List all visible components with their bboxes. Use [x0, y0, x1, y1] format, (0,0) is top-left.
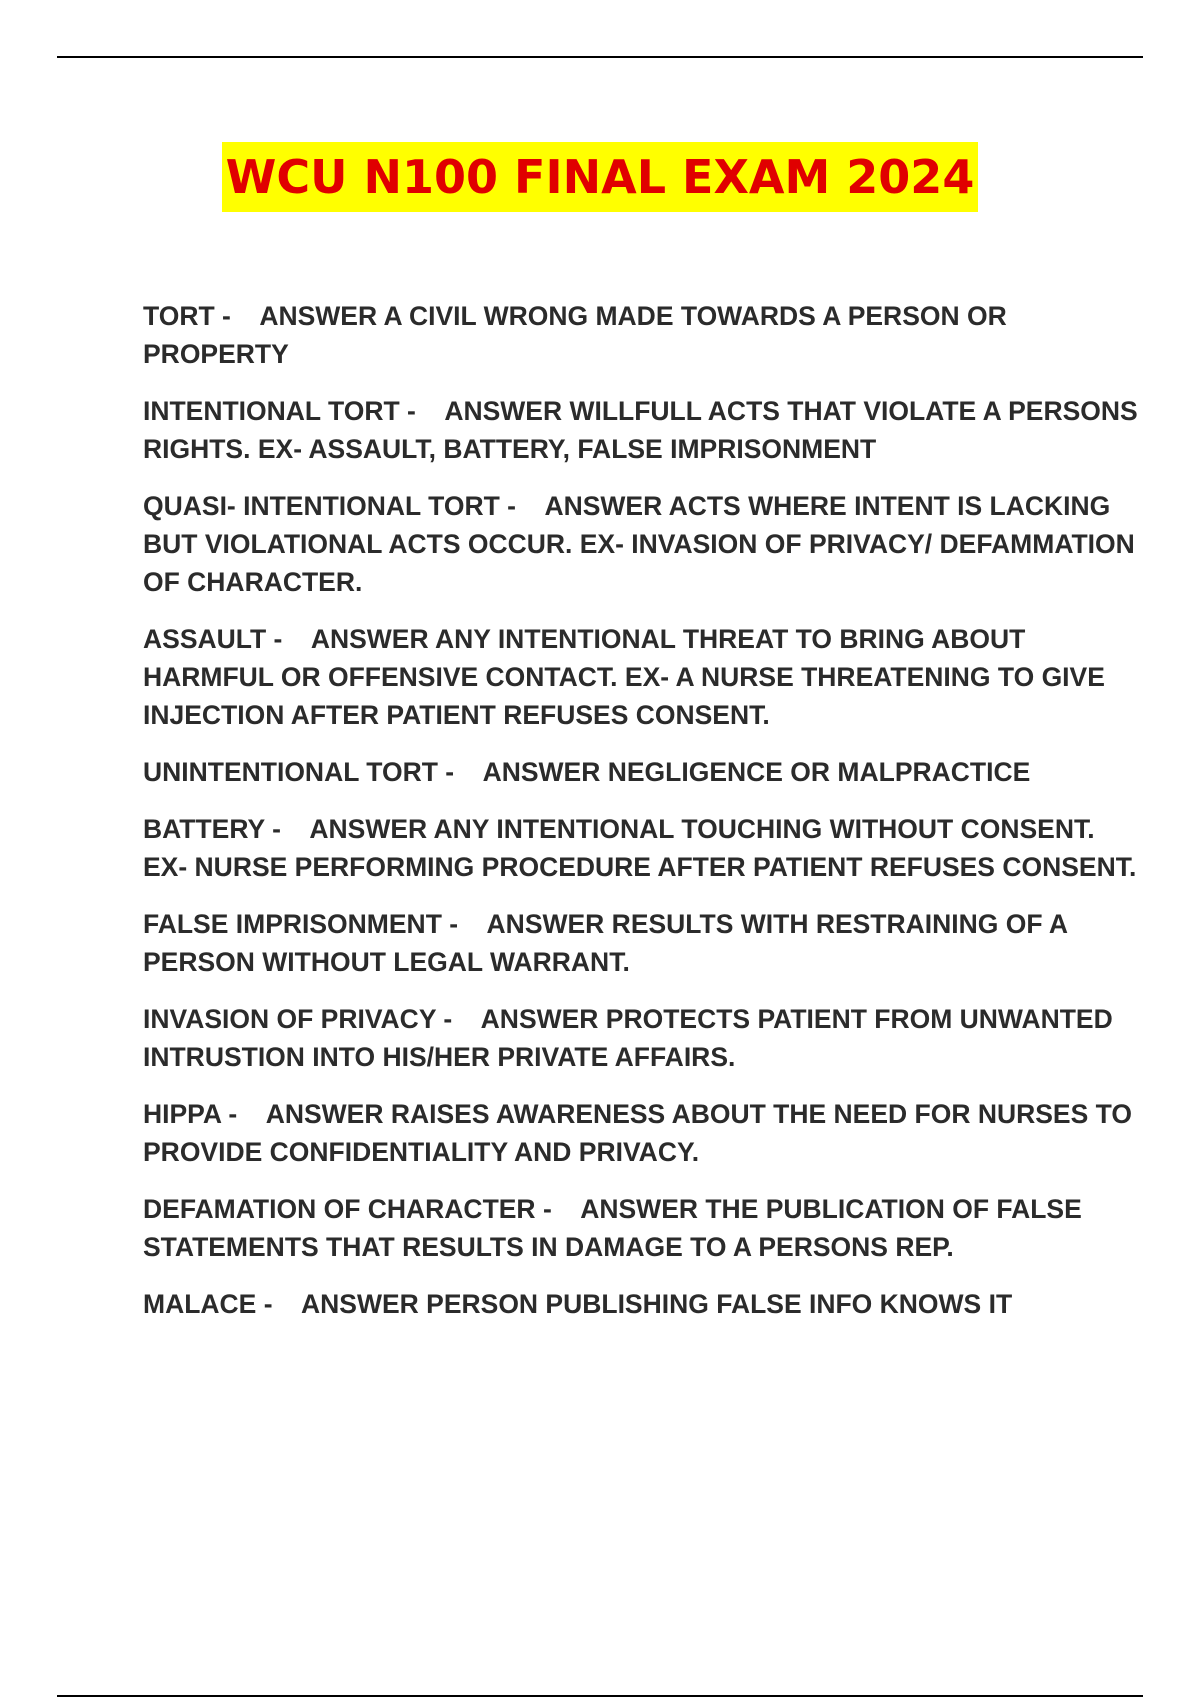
qa-item	[143, 1285, 1143, 1323]
qa-answer: ANSWER THE PUBLICATION OF FALSE STATEMENTS THAT RESULTS IN DAMAGE TO A PERSONS REP.	[143, 1194, 1082, 1262]
qa-answer: ANSWER WILLFULL ACTS THAT VIOLATE A PERSONS RIGHTS. EX- ASSAULT, BATTERY, FALSE IMPRISONMENT	[143, 396, 1138, 464]
qa-item	[143, 392, 1143, 468]
qa-answer: ANSWER ANY INTENTIONAL THREAT TO BRING ABOUT HARMFUL OR OFFENSIVE CONTACT. EX- A NURSE THREATENING TO GIVE INJECTION AFTER PATIENT REFUSES CONSENT.	[143, 624, 1105, 730]
qa-term: DEFAMATION OF CHARACTER	[143, 1194, 536, 1224]
qa-separator: -	[264, 814, 310, 844]
qa-item	[143, 297, 1143, 373]
qa-item	[143, 753, 1143, 791]
qa-answer: ANSWER ANY INTENTIONAL TOUCHING WITHOUT CONSENT. EX- NURSE PERFORMING PROCEDURE AFTER PATIENT REFUSES CONSENT.	[143, 814, 1137, 882]
bottom-rule	[57, 1695, 1143, 1697]
qa-item	[143, 620, 1143, 734]
qa-separator: -	[266, 624, 311, 654]
qa-answer: ANSWER PROTECTS PATIENT FROM UNWANTED INTRUSTION INTO HIS/HER PRIVATE AFFAIRS.	[143, 1004, 1113, 1072]
qa-list	[143, 297, 1143, 1342]
qa-answer: ANSWER NEGLIGENCE OR MALPRACTICE	[482, 757, 1031, 787]
qa-term: QUASI- INTENTIONAL TORT	[143, 491, 500, 521]
qa-separator: -	[535, 1194, 581, 1224]
qa-term: INVASION OF PRIVACY	[143, 1004, 437, 1034]
page-title: WCU N100 FINAL EXAM 2024	[222, 142, 979, 212]
qa-item	[143, 487, 1143, 601]
qa-separator: -	[436, 1004, 481, 1034]
qa-term: ASSAULT	[143, 624, 267, 654]
qa-item	[143, 810, 1143, 886]
qa-term: TORT	[143, 301, 215, 331]
qa-item	[143, 905, 1143, 981]
qa-term: UNINTENTIONAL TORT	[143, 757, 438, 787]
qa-separator: -	[437, 757, 483, 787]
qa-answer: ANSWER A CIVIL WRONG MADE TOWARDS A PERSON OR PROPERTY	[143, 301, 1007, 369]
qa-term: INTENTIONAL TORT	[143, 396, 400, 426]
qa-separator: -	[256, 1289, 302, 1319]
qa-separator: -	[221, 1099, 266, 1129]
qa-term: HIPPA	[143, 1099, 222, 1129]
qa-answer: ANSWER PERSON PUBLISHING FALSE INFO KNOWS IT	[301, 1289, 1013, 1319]
qa-separator: -	[399, 396, 445, 426]
qa-term: MALACE	[143, 1289, 257, 1319]
qa-answer: ANSWER RAISES AWARENESS ABOUT THE NEED FOR NURSES TO PROVIDE CONFIDENTIALITY AND PRIVACY.	[143, 1099, 1132, 1167]
qa-item	[143, 1000, 1143, 1076]
qa-item	[143, 1095, 1143, 1171]
qa-answer: ANSWER RESULTS WITH RESTRAINING OF A PERSON WITHOUT LEGAL WARRANT.	[143, 909, 1068, 977]
qa-answer: ANSWER ACTS WHERE INTENT IS LACKING BUT VIOLATIONAL ACTS OCCUR. EX- INVASION OF PRIVACY/ DEFAMMATION OF CHARACTER.	[143, 491, 1135, 597]
qa-separator: -	[441, 909, 487, 939]
qa-term: FALSE IMPRISONMENT	[143, 909, 442, 939]
title-container	[0, 142, 1200, 212]
qa-item	[143, 1190, 1143, 1266]
qa-separator: -	[499, 491, 545, 521]
top-rule	[57, 56, 1143, 58]
qa-separator: -	[214, 301, 260, 331]
qa-term: BATTERY	[143, 814, 265, 844]
